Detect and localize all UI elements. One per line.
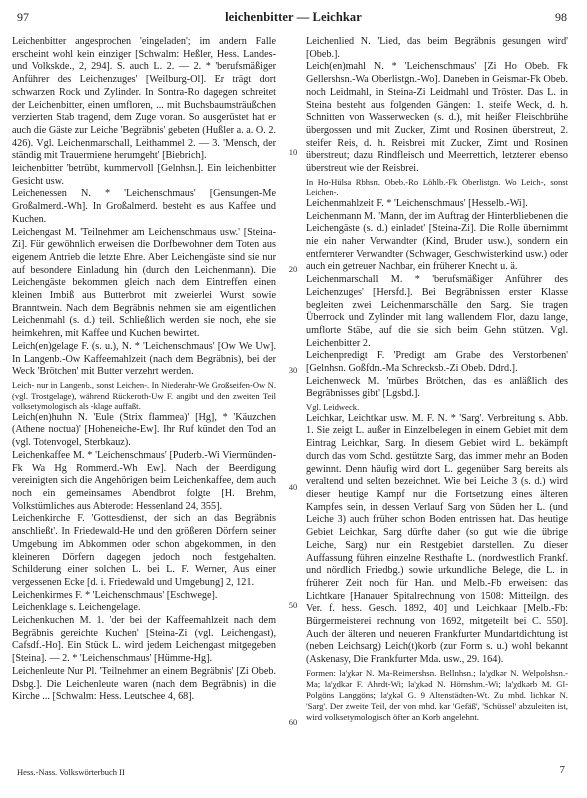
dictionary-entry: Leichenmann M. 'Mann, der im Auftrag der Hinterbliebenen die Leichengäste (s. d.) einladet' [Steina-Zi]. Die Rolle übernimmt nie ein naher Verwandter (Kind, Bruder usw.), sondern ein entfernterer Verwandter (Schwager, Geschwisterkind usw.) oder auch ein getreuer Nachbar, ein früherer Knecht u. ä. [306, 210, 568, 273]
line-number: 30 [288, 365, 298, 375]
dictionary-note: Leich- nur in Langenb., sonst Leichen-. In Niederahr-We Großseifen-Ow N. (vgl. Trostgelage), während Rückeroth-Uw F. angibt und den zweiten Teil volksetymologisch als -klage auffaßt. [12, 379, 276, 412]
page-number-right: 98 [555, 10, 567, 24]
dictionary-entry: Leichenmahlzeit F. * 'Leichenschmaus' [Hesselb.-Wi]. [306, 197, 528, 209]
dictionary-entry: Leich(en)huhn N. 'Eule (Strix flammea)' [Hg], * 'Käuzchen (Athene noctua)' [Hoheneiche-Ew]. Ihr Ruf kündet den Tod an (vgl. Totenvogel, Sterbkauz). [12, 411, 276, 449]
dictionary-entry: Leich(en)mahl N. * 'Leichenschmaus' [Zi Ho Obeb. Fk Gellershsn.-Wa Oberlistgn.-Wo]. Daneben in Geismar-Fk Obeb. noch Leidmahl, in Steina-Zi Leidmahl und Tröster. Das L. in Steina besteht aus folgenden Gängen: 1. steife Weck, d. h. Schnitten von Wasserwecken (s. d.), mit heißer Fleischbrühe übergossen und mit Zucker, Zimt und Rosinen überstreut, 2. steifer Reis, d. h. Reisbrei mit Zucker, Zimt und Rosinen überstreut; dazu Rindfleisch und Meerrettich, letzterer ebenso überstreut wie der Reisbrei. [306, 61, 568, 175]
dictionary-entry: Leichenpredigt F. 'Predigt am Grabe des Verstorbenen' [Gelnhsn. Goßfdn.-Ma Schrecksb.-Zi Obeb. Ddrd.]. [306, 350, 568, 375]
line-number: 10 [288, 147, 298, 157]
dictionary-entry: Leich(en)gelage F. (s. u.), N. * 'Leichenschmaus' [Ow We Uw]. In Langenb.-Ow Kaffeemahlzeit (nach dem Begräbnis), bei der Weck 'Brötchen' mit Butter verzehrt werden. [12, 340, 276, 378]
line-number: 20 [288, 264, 298, 274]
left-column [12, 36, 276, 704]
line-number-gutter [282, 0, 304, 798]
dictionary-entry: Leichenbitter angesprochen 'eingeladen'; im andern Falle erscheint wohl kein einziger [Schwalm: Heßler, Hess. Landes- und Volkskde., 2, 294]. S. auch L. 2. — 2. * 'berufsmäßiger Anführer des Leichenzuges' [Weilburg-Ol]. Er trägt dort schwarzen Rock und Zylinder. In Sontra-Ro dagegen schreitet der Leichenbitter, einen umfloren, ... mit Buchsbaumsträußchen verzierten Stab tragend, dem Zuge voran. So ausgerüstet hat er auch die Gäste zur Leiche 'Begräbnis' gebeten (Hußler a. a. O. 2. 426). Vgl. Leichenmarschall, Leithammel 2. — 3. 'Mensch, der ständig mit Trauermiene herumgeht' [Biebrich]. [12, 36, 276, 162]
dictionary-entry: Leichenkaffee M. * 'Leichenschmaus' [Puderb.-Wi Viermünden-Fk Wa Hg Rommerd.-Wh Ew]. Nach der Beerdigung vereinigten sich die Angehörigen beim Leichenkaffee, dem auch noch ein gemeinsames Abendbrot folgte [H. Brehm, Volkstümliches aus Abterode: Hessenland 24, 355]. [12, 449, 276, 512]
page-number-left: 97 [17, 10, 29, 24]
line-number: 60 [288, 717, 298, 727]
footer-source: Hess.-Nass. Volkswörterbuch II [17, 767, 125, 777]
dictionary-entry: Leichengast M. 'Teilnehmer am Leichenschmaus usw.' [Steina-Zi]. Für gewöhnlich erweisen die Dorfbewohner dem Toten aus eigenem Antrieb die letzte Ehre. Aber Leichengäste sind sie nur auf besondere Einladung hin (durch den Leichenmann). Die Leichengäste bekommen gleich nach dem Eintreffen einen kleinen Imbiß aus Butterbrot mit zweierlei Wurst sowie Branntwein. Nach dem Begräbnis nehmen sie am eigentlichen Leichenmahl (s. d.) teil. Schließlich werden sie noch, ehe sie heimkehren, mit Kaffee und Kuchen bewirtet. [12, 226, 276, 340]
dictionary-entry: Leichenkirche F. 'Gottesdienst, der sich an das Begräbnis anschließt'. In Friedewald-He und den größeren Dörfern seiner Umgebung im Abkommen oder schon abgekommen, in den kleineren Dörfern dagegen jedoch noch festgehalten. Schilderung einer solchen L. bei L. F. Werner, Aus einer vergessenen Ecke [d. i. Friedewald und Umgebung] 2, 121. [12, 513, 276, 588]
running-title: leichenbitter — Leichkar [225, 10, 362, 24]
right-column [306, 36, 568, 723]
dictionary-entry: Formen: la'χkər N. Ma-Reimershsn. Bellnhsn.; la'χdkər N. Welpolshsn.-Ma; la'χdkər F. Ahrdt-Wi; la'χkəd N. Hörnshm.-Wi; la'χdkərb M. Gl-Polgöns Langgöns; la'χkəl G. 9 Altenstädten-Wt. Zu mhd. lichkar N. 'Sarg'. Der zweite Teil, der von mhd. kar 'Gefäß', 'Schüssel' abzuleiten ist, wird volksetymologisch öfter an Korb angelehnt. [306, 667, 568, 722]
dictionary-entry: Leichenessen N. * 'Leichenschmaus' [Gensungen-Me Großalmerd.-Wh]. In Großalmerd. besteht es aus Kaffee und Kuchen. [12, 188, 276, 225]
dictionary-entry: Leichenklage s. Leichengelage. [12, 602, 141, 614]
dictionary-note: Vgl. Leidweck. [306, 402, 360, 413]
dictionary-entry: Leichenkuchen M. 1. 'der bei der Kaffeemahlzeit nach dem Begräbnis gereichte Kuchen' [Steina-Zi (vgl. Leichengast), Cafsdf.-Ho]. Ein Stück L. wird jedem Leichengast mitgegeben [Steina]. — 2. * 'Leichenschmaus' [Hümme-Hg]. [12, 615, 276, 665]
dictionary-entry: Leichenlied N. 'Lied, das beim Begräbnis gesungen wird' [Obeb.]. [306, 36, 568, 60]
dictionary-entry: Leichkar, Leichtkar usw. M. F. N. * 'Sarg'. Verbreitung s. Abb. 1. Sie zeigt L. außer in Einzelbelegen in einem Gebiet mit dem Eintrag Leichkar, Sarg. In diesem Gebiet wird L. bekämpft durch das vom Schd. gestützte Sarg, das immer mehr an Boden gewinnt. Denn häufig wird dort L. gegenüber Sarg bereits als veraltend und selten bezeichnet. Wie bei Leiche 3 (s. d.) wird dieser heutige Kampf nur die Fortsetzung eines älteren Kampfes sein, in dessen Verlauf Sarg von Süden her L. (und Leiche 3) auch früher schon Boden entrissen hat. Das heutige Gebiet Leichkar, Sarg dürfte daher (so gut wie die übrige Leiche, Sarg) nur ein Restgebiet darstellen. Zu dieser Auffassung führen einzelne Resthafte L. (nordwestlich Frankf. und nördlich Friedbg.) sowie urkundliche Belege, die L. in früherer Zeit noch für Han. und Melb.-Fb erweisen: das Lichtkare [Hanauer Spitalrechnung von 1508: Mitteilgn. des Ver. f. hess. Gesch. 1892, 40] und Leichkaar [Melb.-Fb: Bürgermeisterei rechnung von 1692, mitgeteilt bei C. 550]. Auch der älteren und neueren Frankfurter Mundartdichtung ist (neben Leichsarg) Leich(t)korb (zur Form s. u.) wohl bekannt (Askenasy, Die Frankfurter Mda. usw., 29. 164). [306, 412, 568, 666]
dictionary-entry: leichenbitter 'betrübt, kummervoll [Gelnhsn.]. Ein leichenbitter Gesicht usw. [12, 163, 276, 187]
dictionary-entry: Leichenleute Nur Pl. 'Teilnehmer an einem Begräbnis' [Zi Obeb. Dsbg.]. Die Leichenleute waren (nach dem Begräbnis) in die Kirche ... [Schwalm: Hess. Leutschee 4, 68]. [12, 665, 276, 703]
line-number: 40 [288, 482, 298, 492]
footer-sheet-number: 7 [559, 764, 565, 776]
dictionary-entry: Leichenkirmes F. * 'Leichenschmaus' [Eschwege]. [12, 589, 218, 601]
dictionary-note: In Ho-Hülsa Rbhsn. Obeb.-Ro Löhlb.-Fk Oberlistgn. Wo Leich-, sonst Leichen-. [306, 176, 568, 198]
dictionary-entry: Leichenweck M. 'mürbes Brötchen, das es anläßlich des Begräbnisses gibt' [Lgsbd.]. [306, 375, 568, 400]
line-number: 50 [288, 600, 298, 610]
dictionary-entry: Leichenmarschall M. * 'berufsmäßiger Anführer des Leichenzuges' [Hersfd.]. Bei Begräbnissen erster Klasse begleiten zwei Leichenmarschälle den Sarg. Sie tragen Überrock und Zylinder mit lang wallendem Flor, dazu lange, umflorte Stäbe, auf die sie sich beim Gehn stützen. Vgl. Leichenbitter 2. [306, 274, 568, 349]
